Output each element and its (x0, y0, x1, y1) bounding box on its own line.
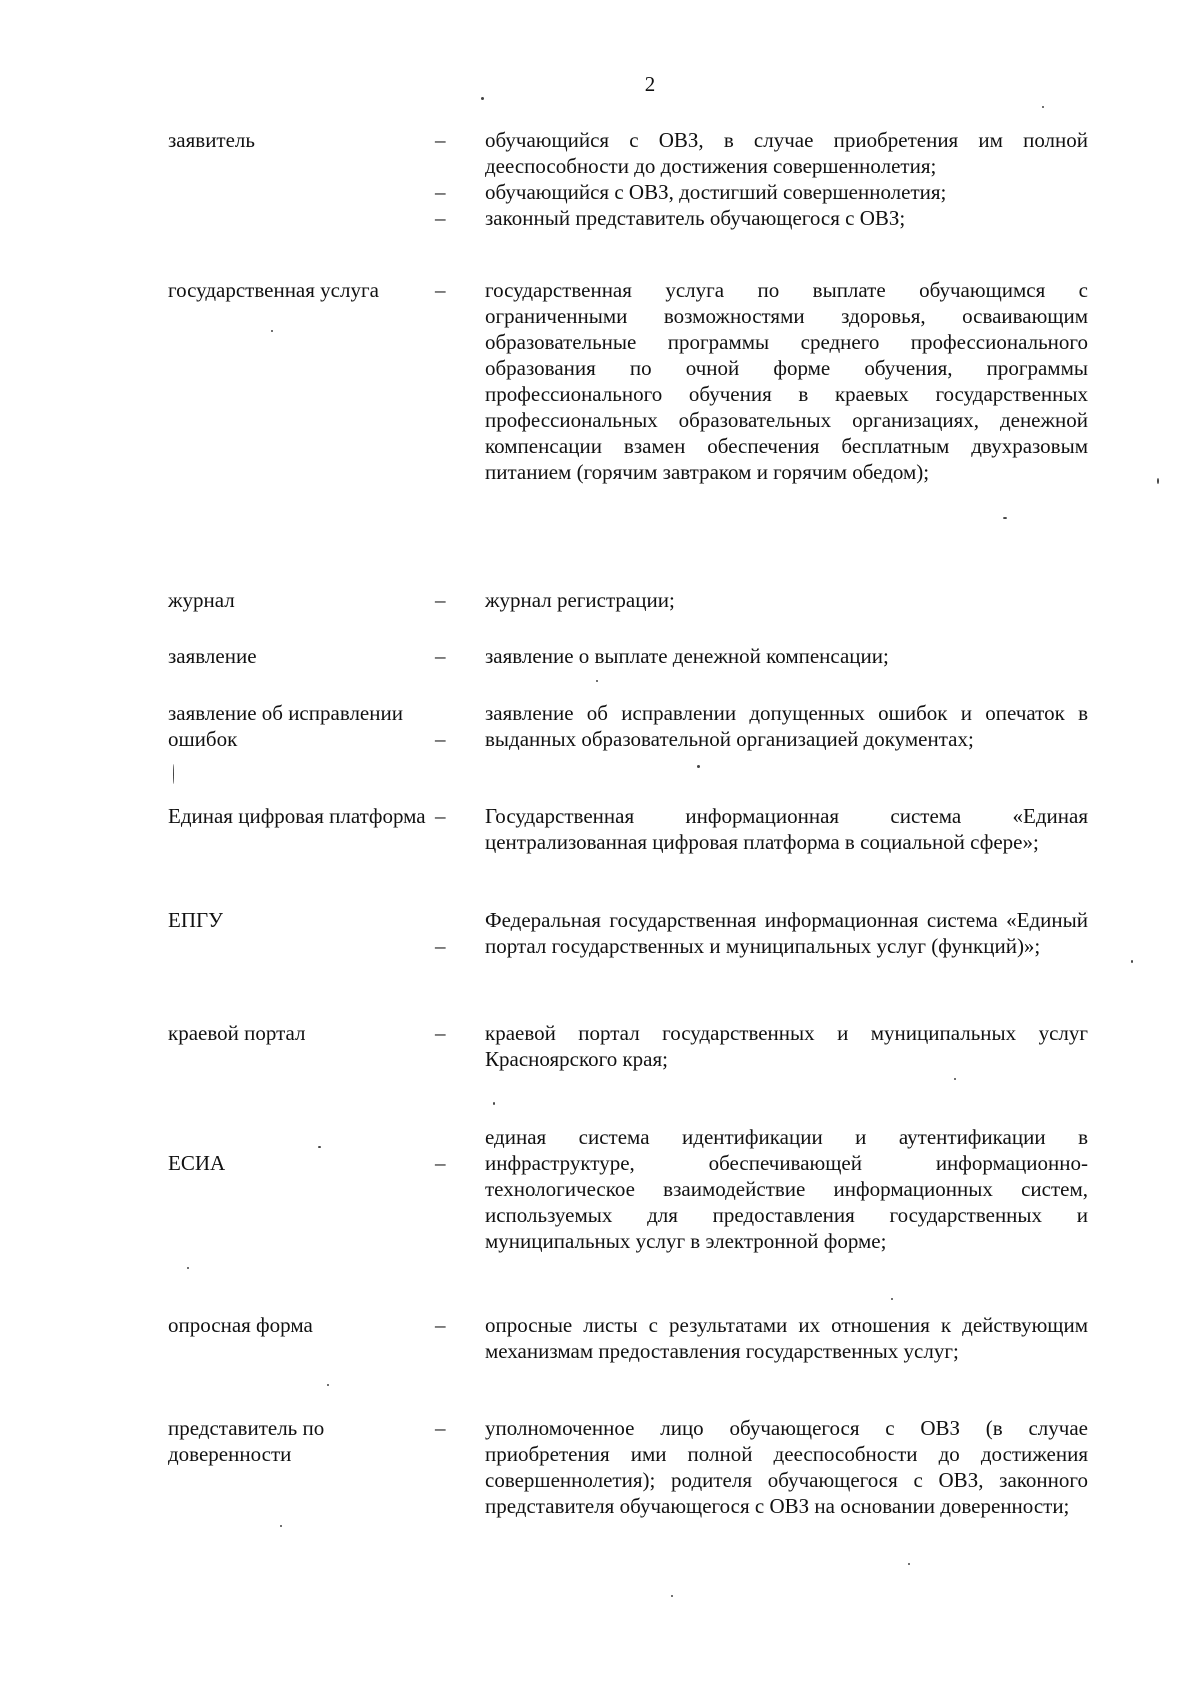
definition-item (168, 127, 1088, 179)
definition-text: заявление о выплате денежной компенсации; (485, 644, 889, 668)
scan-speck (671, 1595, 673, 1597)
definition-entry (168, 803, 1088, 883)
term-label: журнал (168, 588, 235, 612)
definition-entry (168, 127, 1088, 230)
scan-speck (1131, 960, 1133, 963)
scan-speck (1042, 106, 1044, 108)
scan-speck (481, 97, 484, 100)
definition-text: государственная услуга по выплате обучающимся с ограниченными возможностями здоровья, осваивающим образовательные программы среднего профессионального образования по очной форме обучения, программы профессионального обучения в краевых государственных профессиональных образовательных организациях, денежной компенсации взамен обеспечения бесплатным двухразовым питанием (горячим завтраком и горячим обедом); (485, 278, 1088, 484)
definition-text: заявление об исправлении допущенных ошибок и опечаток в выданных образовательной организацией документах; (485, 701, 1088, 751)
dash-separator: – (435, 1416, 446, 1440)
scan-speck (271, 330, 273, 332)
scan-speck (954, 1078, 956, 1080)
scan-speck (187, 1267, 189, 1269)
dash-separator: – (435, 278, 446, 302)
term-label: ЕСИА (168, 1151, 226, 1175)
dash-separator: – (435, 804, 446, 828)
definition-text: уполномоченное лицо обучающегося с ОВЗ (в случае приобретения ими полной дееспособности до достижения совершеннолетия); родителя обучающегося с ОВЗ, законного представителя обучающегося с ОВЗ на основании доверенности; (485, 1416, 1088, 1518)
term-label: ЕПГУ (168, 908, 224, 932)
term-label: государственная услуга (168, 278, 379, 302)
dash-separator: – (435, 180, 446, 204)
dash-separator: – (435, 588, 446, 612)
definition-text: Федеральная государственная информационная система «Единый портал государственных и муниципальных услуг (функций)»; (485, 908, 1088, 958)
scan-speck (280, 1525, 282, 1527)
dash-separator: – (435, 727, 446, 751)
definition-entry (168, 1312, 1088, 1392)
term-label: представитель по доверенности (168, 1416, 325, 1466)
term-label: заявитель (168, 128, 255, 152)
scan-speck (1157, 478, 1159, 484)
dash-separator: – (435, 128, 446, 152)
term-label: Единая цифровая платформа (168, 804, 426, 828)
dash-separator: – (435, 934, 446, 958)
page-number: 2 (644, 72, 656, 96)
definition-entry (168, 277, 1088, 517)
definition-text: обучающийся с ОВЗ, достигший совершеннолетия; (485, 180, 947, 204)
definition-text: обучающийся с ОВЗ, в случае приобретения им полной дееспособности до достижения совершеннолетия; (485, 128, 1088, 178)
dash-separator: – (435, 1313, 446, 1337)
definition-item (168, 179, 1088, 205)
definition-entry (168, 700, 1088, 780)
scan-speck (327, 1384, 329, 1386)
scan-speck (493, 1102, 495, 1105)
definition-entry (168, 1020, 1088, 1074)
definition-text: опросные листы с результатами их отношения к действующим механизмам предоставления государственных услуг; (485, 1313, 1088, 1363)
definition-text: законный представитель обучающегося с ОВЗ; (485, 206, 906, 230)
scan-speck (1003, 517, 1007, 519)
scan-speck (908, 1563, 910, 1565)
term-label: заявление об исправлении ошибок (168, 701, 403, 751)
definition-text: журнал регистрации; (485, 588, 675, 612)
scan-speck (596, 680, 598, 682)
definition-text: краевой портал государственных и муниципальных услуг Красноярского края; (485, 1021, 1088, 1071)
dash-separator: – (435, 206, 446, 230)
dash-separator: – (435, 1151, 446, 1175)
scan-speck (891, 1298, 893, 1300)
dash-separator: – (435, 644, 446, 668)
dash-separator: – (435, 1021, 446, 1045)
definition-entry (168, 1415, 1088, 1550)
definition-entry (168, 587, 1088, 617)
definition-text: единая система идентификации и аутентификации в инфраструктуре, обеспечивающей информационно-технологическое взаимодействие информационных систем, используемых для предоставления государственных и муниципальных услуг в электронной форме; (485, 1125, 1088, 1253)
scan-speck (318, 1146, 321, 1148)
term-label: опросная форма (168, 1313, 313, 1337)
definition-entry (168, 643, 1088, 673)
definition-item (168, 205, 1088, 231)
definition-entry (168, 907, 1088, 987)
term-label: заявление (168, 644, 257, 668)
scan-speck (697, 765, 700, 768)
definition-entry (168, 1124, 1088, 1284)
definition-text: Государственная информационная система «Единая централизованная цифровая платформа в социальной сфере»; (485, 804, 1088, 854)
term-label: краевой портал (168, 1021, 306, 1045)
scan-speck (173, 764, 174, 784)
